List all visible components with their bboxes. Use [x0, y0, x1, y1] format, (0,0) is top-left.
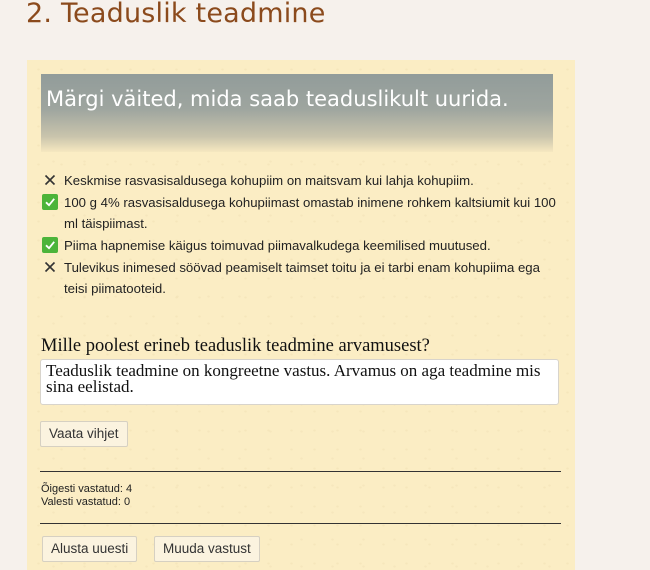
option-item: [42, 170, 562, 191]
option-text: 100 g 4% rasvasisaldusega kohupiimast omastab inimene rohkem kaltsiumit kui 100 ml täispiimast.: [64, 195, 556, 231]
open-question-prompt: Mille poolest erineb teaduslik teadmine arvamusest?: [41, 336, 430, 356]
option-text: Tulevikus inimesed söövad peamiselt taimset toitu ja ei tarbi enam kohupiima ega teisi piimatooteid.: [64, 260, 540, 296]
option-item: [42, 235, 562, 256]
divider: [40, 523, 561, 524]
answer-textarea[interactable]: Teaduslik teadmine on kongreetne vastus. Arvamus on aga teadmine mis sina eelistad.: [40, 359, 559, 405]
option-item: [42, 192, 562, 234]
checkmark-icon: [42, 237, 58, 253]
cross-icon: [42, 259, 58, 275]
options-list: [42, 170, 562, 300]
question-banner: Märgi väited, mida saab teaduslikult uurida.: [41, 74, 553, 152]
cross-icon: [42, 172, 58, 188]
checkmark-icon: [42, 194, 58, 210]
divider: [40, 471, 561, 472]
show-hint-button[interactable]: Vaata vihjet: [40, 421, 128, 447]
option-text: Keskmise rasvasisaldusega kohupiim on maitsvam kui lahja kohupiim.: [64, 173, 474, 188]
option-text: Piima hapnemise käigus toimuvad piimavalkudega keemilised muutused.: [64, 238, 491, 253]
wrong-count: Valesti vastatud: 0: [41, 496, 131, 508]
change-answer-button[interactable]: Muuda vastust: [154, 536, 260, 562]
restart-button[interactable]: Alusta uuesti: [42, 536, 137, 562]
section-title: 2. Teaduslik teadmine: [26, 0, 326, 29]
exercise-card: [27, 60, 575, 570]
correct-count: Õigesti vastatud: 4: [41, 483, 133, 495]
option-item: [42, 257, 562, 299]
